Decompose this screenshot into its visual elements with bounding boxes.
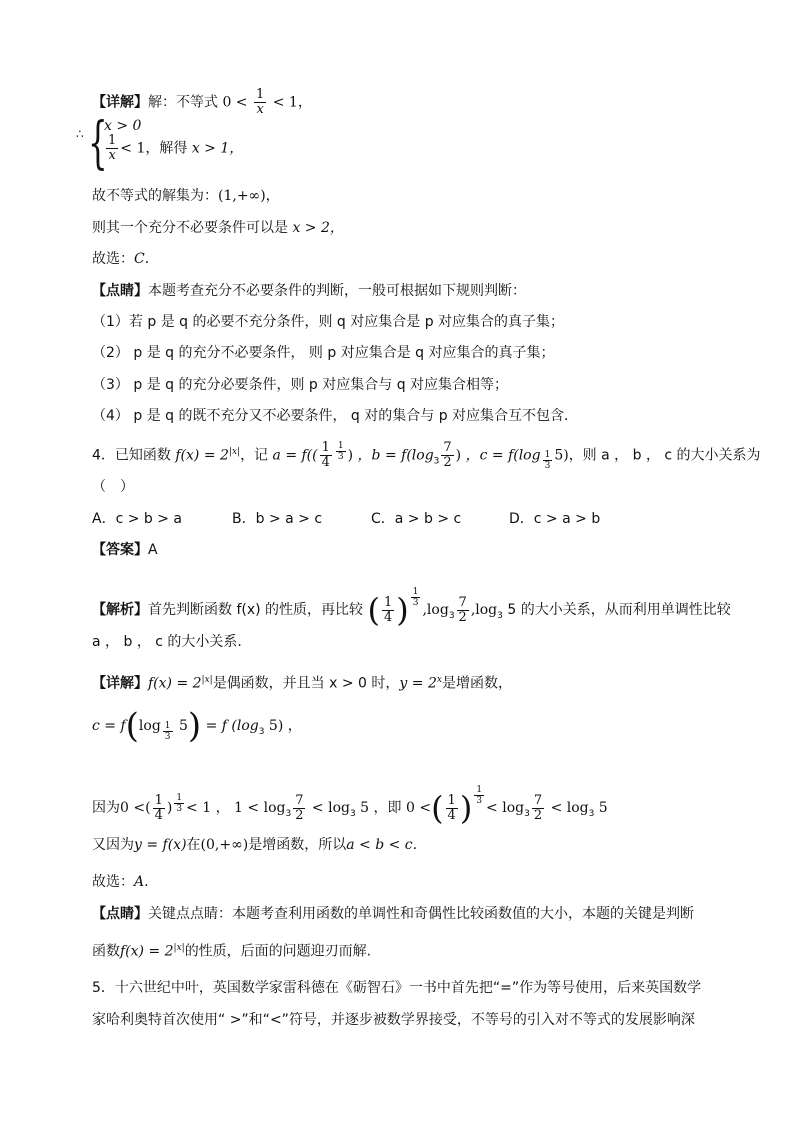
- system-line-2: $\frac{1}{x}$ < 1，解得 x > 1，: [108, 133, 244, 163]
- option-b: B．b > a > c: [232, 511, 323, 527]
- q4-key-2: 函数$f(x) = 2^{|x|}$的性质，后面的问题迎刃而解.: [92, 943, 372, 960]
- detail-tag: 【详解】: [92, 94, 148, 111]
- q4-analysis-2: a ， b ， c 的大小关系.: [92, 634, 242, 650]
- system-brace: {: [88, 111, 108, 176]
- q5-line-2: 家哈利奥特首次使用“ >”和“<”符号，并逐步被数学界接受，不等号的引入对不等式的发展影响深: [92, 1012, 695, 1028]
- option-c: C．a > b > c: [371, 511, 462, 527]
- fraction: $\frac{1}{x}$: [256, 87, 265, 117]
- rule-4: （4） p 是 q 的既不充分又不必要条件， q 对的集合与 p 对应集合互不包含．: [92, 408, 579, 424]
- q4-analysis-1: 【解析】首先判断函数 f(x) 的性质，再比较 ( $\frac{1}{4}$ ) $^{\frac{1}{3}}$ $,\log_3$ $\frac{7}{2}$ $,\log_3$ 5 的大小关系，从而利用单调性比较: [92, 587, 731, 629]
- tips-line: 【点睛】本题考查充分不必要条件的判断，一般可根据如下规则判断：: [92, 283, 526, 299]
- q3-detail-line: 【详解】解：不等式 0 < $\frac{1}{x}$ < 1，: [92, 87, 312, 117]
- q4-paren: （ ）: [92, 479, 134, 495]
- therefore-sign: ∴: [76, 127, 84, 141]
- q4-because-line: 因为0 <( $\frac{1}{4}$ ) $^{\frac{1}{3}}$ < 1 ， $1 < \log_3$ $\frac{7}{2}$ < $\log_3 5$ ，即 0 <( $\frac{1}{4}$ ) $^{\frac{1}{3}}$ < $\log_3$ $\frac{7}{2}$ < $\log_3 5$: [92, 785, 608, 827]
- rule-1: （1）若 p 是 q 的必要不充分条件，则 q 对应集合是 p 对应集合的真子集；: [92, 314, 565, 330]
- answer-line: 故选：C．: [92, 251, 159, 267]
- q4-choose-line: 故选：A.: [92, 874, 149, 890]
- option-a: A．c > b > a: [92, 511, 183, 527]
- q4-detail-1: 【详解】$f(x) = 2^{|x|}$是偶函数，并且当 x > 0 时，$y = 2^x$是增函数，: [92, 675, 512, 692]
- q5-line-1: 5．十六世纪中叶，英国数学家雷科德在《砺智石》一书中首先把“=”作为等号使用，后来英国数学: [92, 980, 702, 996]
- q4-answer: 【答案】A: [92, 542, 158, 558]
- q4-key-1: 【点睛】关键点点睛：本题考查利用函数的单调性和奇偶性比较函数值的大小，本题的关键是判断: [92, 906, 694, 922]
- rule-2: （2） p 是 q 的充分不必要条件， 则 p 对应集合是 q 对应集合的真子集；: [92, 345, 555, 361]
- q4-also-line: 又因为y = f(x)在(0,+∞)是增函数，所以a < b < c.: [92, 837, 418, 853]
- sufficient-line: 则其一个充分不必要条件可以是 x > 2，: [92, 220, 344, 236]
- system-line-1: x > 0: [104, 118, 142, 134]
- option-d: D．c > a > b: [509, 511, 601, 527]
- q4-c-line: c = f(log $_{\frac{1}{3}}$ 5) = f ($\log_3$ 5) ，: [92, 706, 302, 746]
- q4-question: 4．已知函数 $f(x) = 2^{|x|}$，记 a = f(( $\frac{1}{4}$ $^{\frac{1}{3}}$ ) ，$b = f(\log_3$ $\frac{7}{2}$ ) ，c = f(log $_{\frac{1}{3}}$ 5)，则 a ， b ， c 的大小关系为: [92, 440, 761, 472]
- rule-3: （3） p 是 q 的充分必要条件，则 p 对应集合与 q 对应集合相等；: [92, 377, 509, 393]
- solution-set-line: 故不等式的解集为：(1,+∞)，: [92, 188, 280, 204]
